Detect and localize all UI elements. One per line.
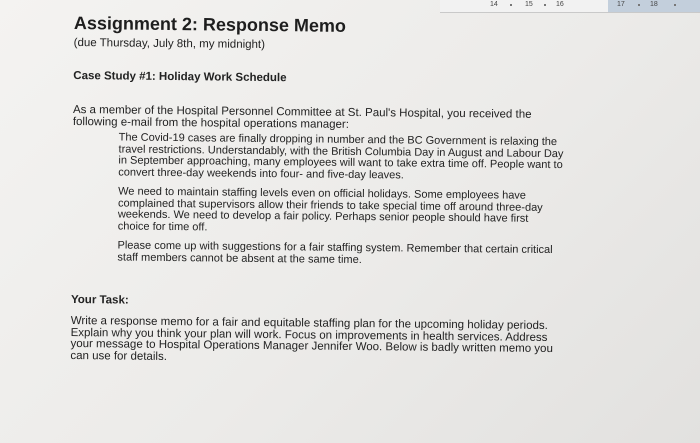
ruler-dot <box>544 4 546 6</box>
task-heading: Your Task: <box>70 293 129 307</box>
intro-paragraph: As a member of the Hospital Personnel Committee at St. Paul's Hospital, you received the following e-mail from the hospital operations manager: <box>72 103 532 131</box>
ruler-tick-14: 14 <box>490 1 498 8</box>
ruler-tick-16: 16 <box>556 1 564 8</box>
document-body[interactable] <box>70 12 574 367</box>
email-paragraph: The Covid-19 cases are finally dropping in number and the BC Government is relaxing the travel restrictions. Understandably, with the British Columbia Day in August and Labour Day in September approaching, many employees will want to take extra time off. People want to convert three-day weekends into four- and five-day leaves. <box>118 131 564 181</box>
ruler-tick-15: 15 <box>525 1 533 8</box>
ruler-margin-shade <box>608 0 700 12</box>
task-paragraph: Write a response memo for a fair and equitable staffing plan for the upcoming holiday periods. Explain why you think your plan will work. Focus on improvements in health services. Address your message to Hospital Operations Manager Jennifer Woo. Below is badly written memo you can use for details. <box>70 314 553 363</box>
case-study-heading: Case Study #1: Holiday Work Schedule <box>73 69 287 85</box>
due-date-line: (due Thursday, July 8th, my midnight) <box>73 36 266 52</box>
ruler-dot <box>638 4 640 6</box>
page-title: Assignment 2: Response Memo <box>73 12 347 36</box>
email-paragraph: We need to maintain staffing levels even on official holidays. Some employees have complained that supervisors allow their friends to take special time off around three-day weekends. We need to develop a fair policy. Perhaps senior people should have first choice for time off. <box>117 185 543 233</box>
ruler-dot <box>674 4 676 6</box>
email-quote <box>117 132 563 268</box>
ruler-dot <box>510 4 512 6</box>
horizontal-ruler[interactable] <box>440 0 700 13</box>
email-paragraph: Please come up with suggestions for a fair staffing system. Remember that certain critical staff members cannot be absent at the same time. <box>117 239 553 266</box>
ruler-tick-18: 18 <box>650 1 658 8</box>
ruler-tick-17: 17 <box>617 1 625 8</box>
